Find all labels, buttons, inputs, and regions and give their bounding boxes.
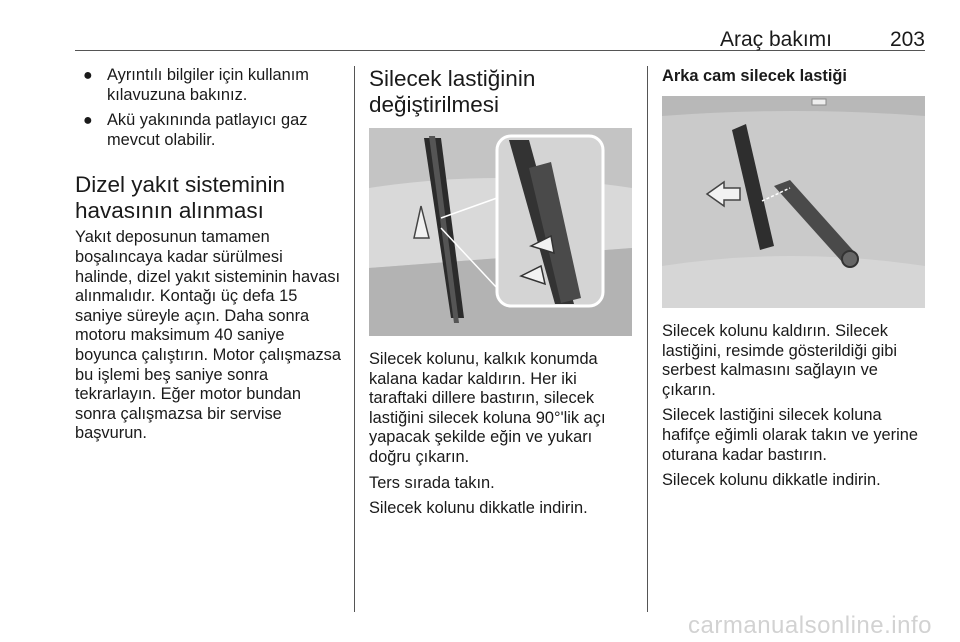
column-3 — [662, 66, 926, 497]
bullet-dot-icon: ● — [83, 67, 93, 84]
heading-line: havasının alınması — [75, 198, 264, 224]
column-1 — [75, 66, 343, 450]
rear-wiper-illustration — [662, 96, 925, 308]
body-paragraph: Silecek kolunu dikkatle indirin. — [662, 471, 881, 490]
bullet-text: Ayrıntılı bilgiler için kullanım kılavuzuna bakınız. — [107, 66, 309, 104]
rear-wiper-illustration-svg — [662, 96, 925, 308]
page-number: 203 — [889, 28, 925, 51]
section-heading — [75, 172, 343, 224]
watermark: carmanualsonline.info — [688, 612, 932, 639]
body-paragraph: Yakıt deposunun tamamen boşalıncaya kadar sürülmesi halinde, dizel yakıt sisteminin havası alınmalıdır. Kontağı üç defa 15 saniye süreyle açın. Daha sonra motoru maksimum 40 saniye boyunca çalıştırın. Motor çalışmazsa bu işlemi beş saniye sonra tekrarlayın. Eğer motor bundan sonra çalışmazsa bir servise başvurun. — [75, 228, 341, 443]
bullet-item — [75, 111, 343, 150]
page-header — [75, 0, 925, 51]
section-heading — [369, 66, 633, 118]
section-heading: Arka cam silecek lastiği — [662, 67, 847, 85]
bullet-dot-icon: ● — [83, 112, 93, 130]
bullet-item — [75, 66, 343, 105]
wiper-illustration-svg — [369, 128, 632, 336]
column-2 — [369, 66, 633, 525]
body-paragraph: Silecek kolunu dikkatle indirin. — [369, 499, 588, 518]
column-divider — [354, 66, 355, 612]
column-divider — [647, 66, 648, 612]
wiper-blade-illustration — [369, 128, 632, 336]
body-paragraph: Silecek kolunu, kalkık konumda kalana kadar kaldırın. Her iki taraftaki dillere bastırın, silecek lastiğini silecek koluna 90°'lik açı yapacak şekilde eğin ve yukarı doğru çıkarın. — [369, 350, 606, 466]
heading-line: Dizel yakıt sisteminin — [75, 172, 286, 198]
body-paragraph: Silecek kolunu kaldırın. Silecek lastiğini, resimde gösterildiği gibi serbest kalmasını sağlayın ve çıkarın. — [662, 322, 898, 399]
bullet-text: Akü yakınında patlayıcı gaz mevcut olabilir. — [107, 111, 308, 149]
section-title: Araç bakımı — [719, 28, 832, 51]
body-paragraph: Ters sırada takın. — [369, 473, 495, 492]
heading-line: değiştirilmesi — [369, 92, 500, 117]
heading-line: Silecek lastiğinin — [369, 66, 536, 91]
body-paragraph: Silecek lastiğini silecek koluna hafifçe eğimli olarak takın ve yerine oturana kadar bastırın. — [662, 406, 918, 464]
